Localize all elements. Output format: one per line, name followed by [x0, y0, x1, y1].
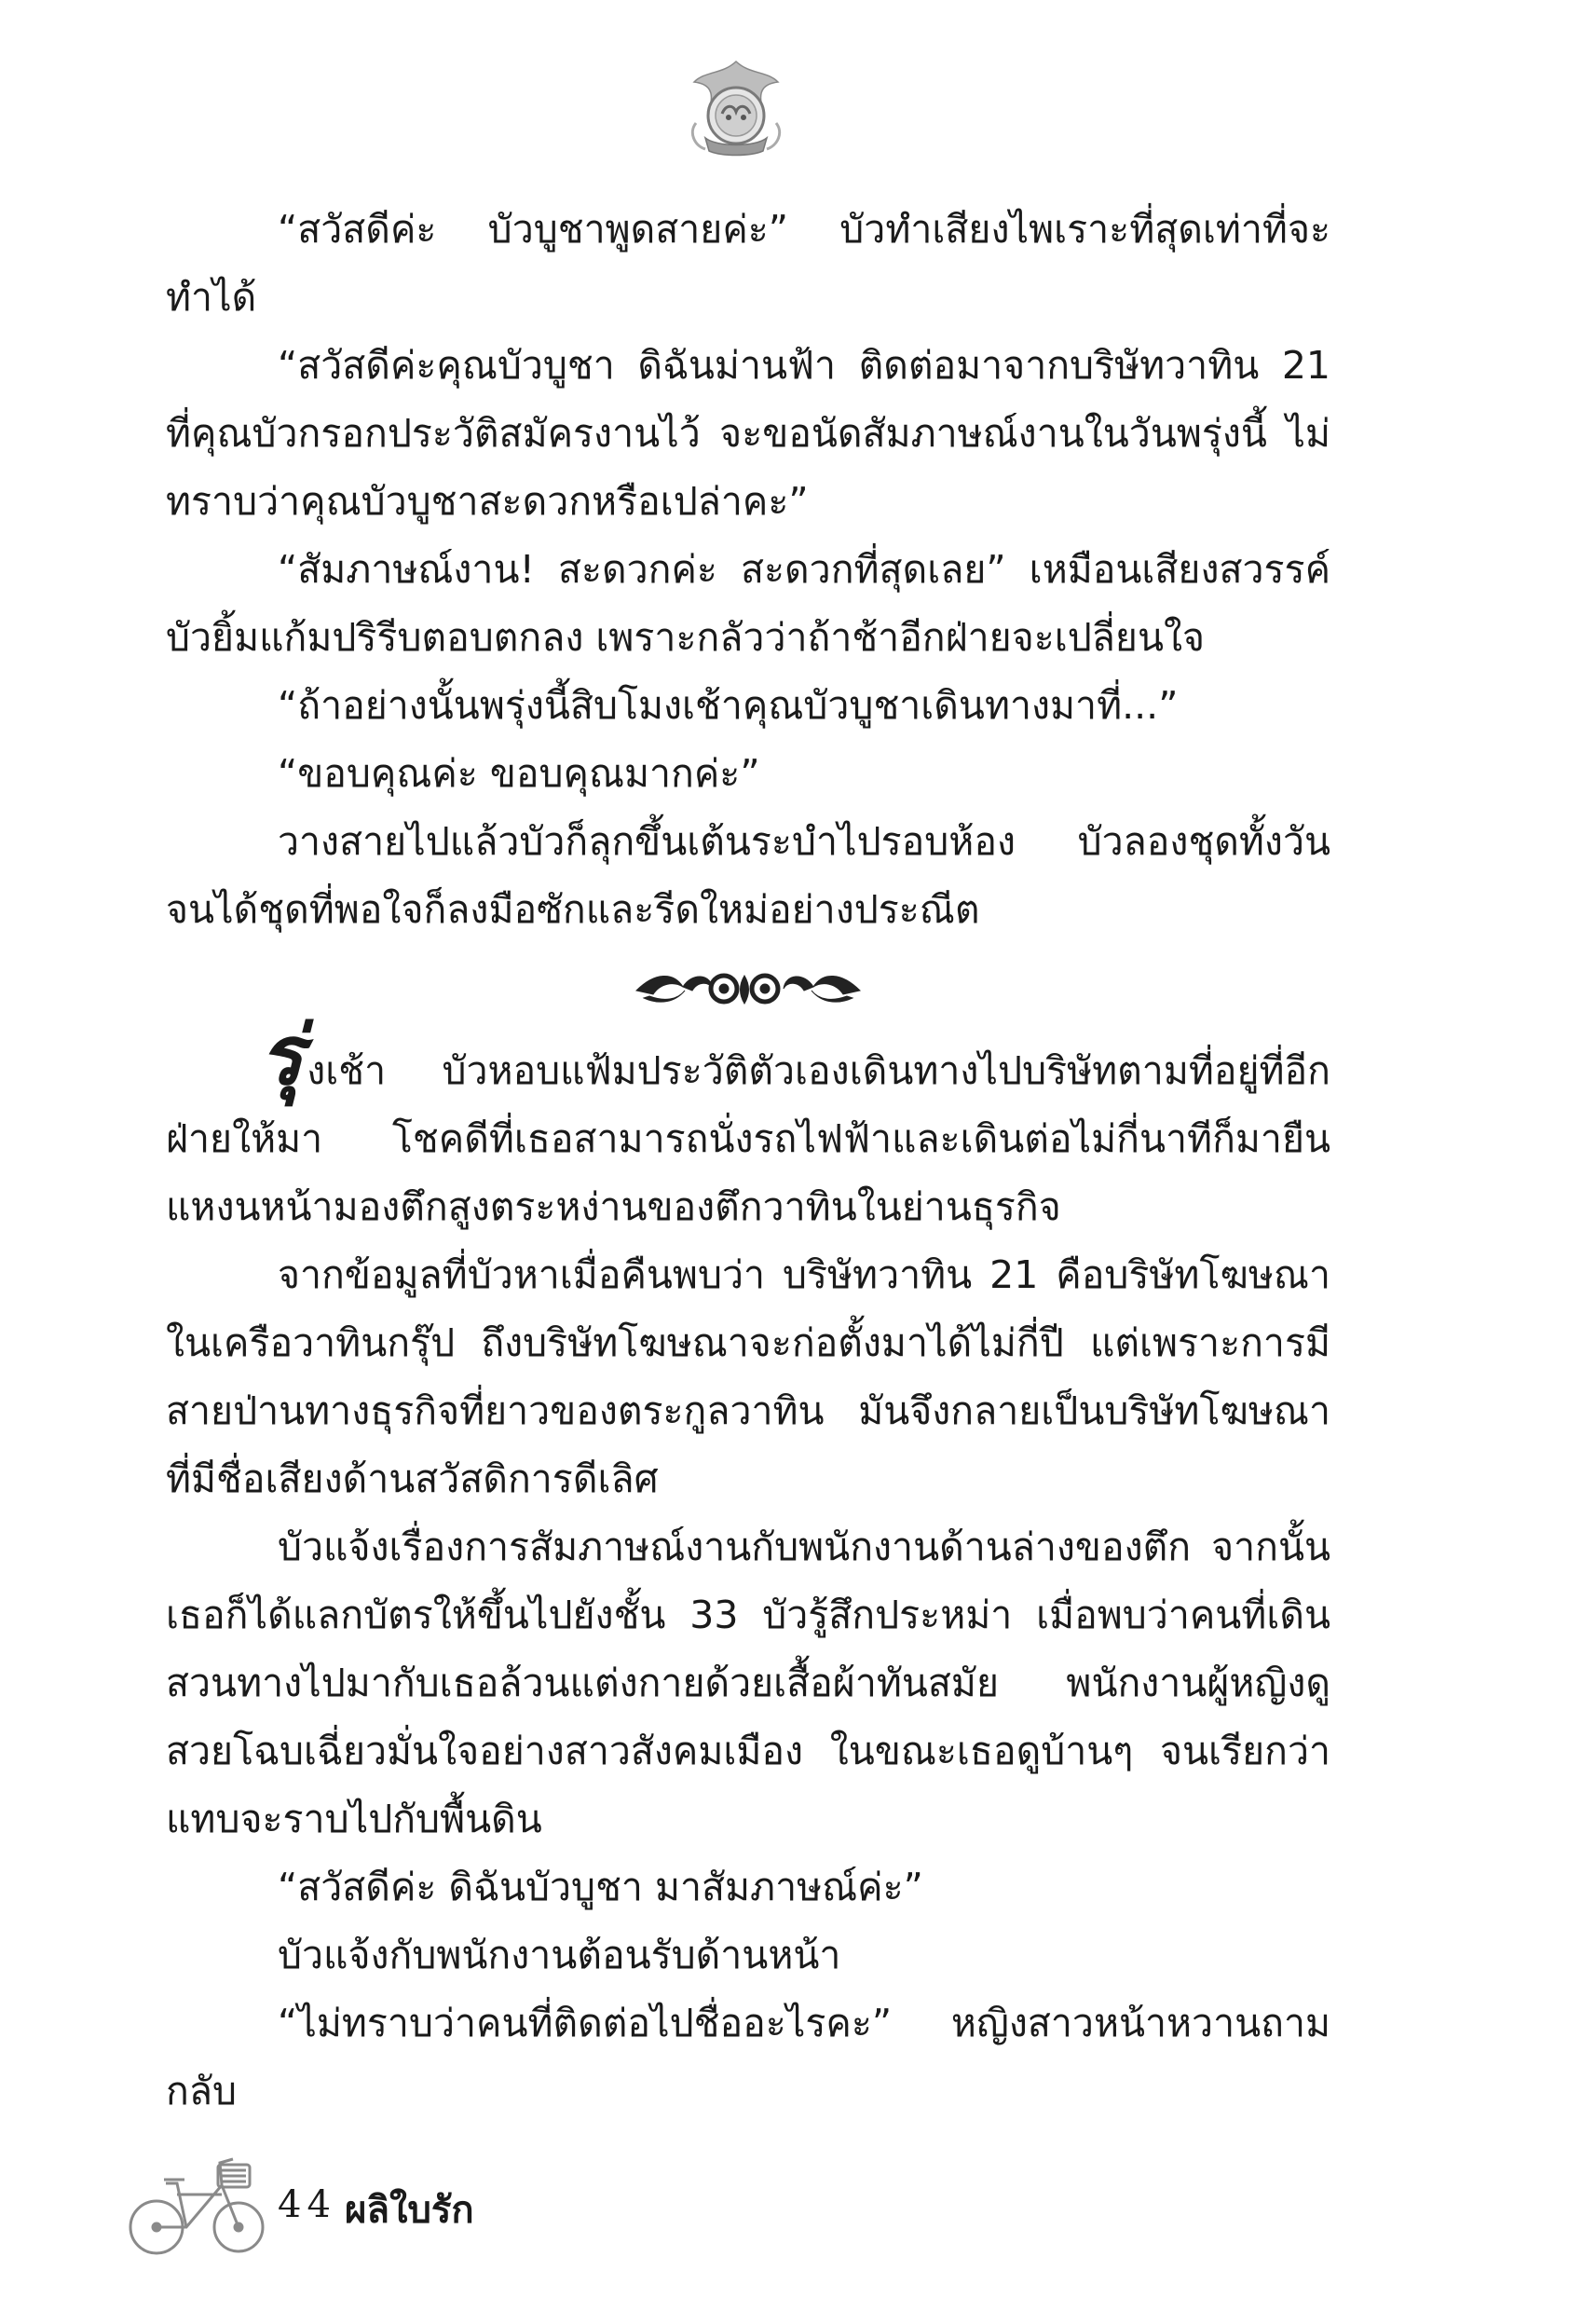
paragraph: “ไม่ทราบว่าคนที่ติดต่อไปชื่ออะไรคะ” หญิงสาวหน้าหวานถามกลับ [166, 2001, 1330, 2113]
bicycle-icon [129, 2139, 268, 2263]
page-body [166, 196, 1330, 2126]
paragraph: “สวัสดีค่ะ บัวบูชาพูดสายค่ะ” บัวทำเสียงไพเราะที่สุดเท่าที่จะทำได้ [166, 207, 1330, 320]
paragraph: “ถ้าอย่างนั้นพรุ่งนี้สิบโมงเช้าคุณบัวบูชาเดินทางมาที่...” [278, 683, 1179, 728]
paragraph: “สวัสดีค่ะ ดิฉันบัวบูชา มาสัมภาษณ์ค่ะ” [278, 1865, 923, 1909]
paragraph-dropcap [166, 1007, 1330, 1241]
section-divider-ornament [166, 944, 1330, 1028]
book-title: ผลิใบรัก [345, 2189, 474, 2232]
paragraph: วางสายไปแล้วบัวก็ลุกขึ้นเต้นระบำไปรอบห้อง บัวลองชุดทั้งวัน จนได้ชุดที่พอใจก็ลงมือซักและรีดใหม่อย่างประณีต [166, 819, 1330, 932]
page-footer [129, 2139, 594, 2260]
paragraph: บัวแจ้งเรื่องการสัมภาษณ์งานกับพนักงานด้านล่างของตึก จากนั้นเธอก็ได้แลกบัตรให้ขึ้นไปยังชั้น 33 บัวรู้สึกประหม่า เมื่อพบว่าคนที่เดินสวนทางไปมากับเธอล้วนแต่งกายด้วยเสื้อผ้าทันสมัย พนักงานผู้หญิงดูสวยโฉบเฉี่ยวมั่นใจอย่างสาวสังคมเมือง ในขณะเธอดูบ้านๆ จนเรียกว่าแทบจะราบไปกับพื้นดิน [166, 1525, 1330, 1841]
paragraph: บัวแจ้งกับพนักงานต้อนรับด้านหน้า [278, 1933, 841, 1977]
page-number: 44 [278, 2183, 336, 2226]
header-emblem [685, 58, 787, 165]
drop-cap: รุ่ [259, 1007, 304, 1103]
paragraph: “ขอบคุณค่ะ ขอบคุณมากค่ะ” [278, 751, 760, 796]
paragraph-text: งเช้า บัวหอบแฟ้มประวัติตัวเองเดินทางไปบริษัทตามที่อยู่ที่อีกฝ่ายให้มา โชคดีที่เธอสามารถนั่งรถไฟฟ้าและเดินต่อไม่กี่นาทีก็มายืนแหงนหน้ามองตึกสูงตระหง่านของตึกวาทินในย่านธุรกิจ [166, 1048, 1330, 1229]
paragraph: “สวัสดีค่ะคุณบัวบูชา ดิฉันม่านฟ้า ติดต่อมาจากบริษัทวาทิน 21 ที่คุณบัวกรอกประวัติสมัครงานไว้ จะขอนัดสัมภาษณ์งานในวันพรุ่งนี้ ไม่ทราบว่าคุณบัวบูชาสะดวกหรือเปล่าคะ” [166, 343, 1330, 524]
paragraph: “สัมภาษณ์งาน! สะดวกค่ะ สะดวกที่สุดเลย” เหมือนเสียงสวรรค์ บัวยิ้มแก้มปริรีบตอบตกลง เพราะกลัวว่าถ้าช้าอีกฝ่ายจะเปลี่ยนใจ [166, 547, 1330, 660]
paragraph: จากข้อมูลที่บัวหาเมื่อคืนพบว่า บริษัทวาทิน 21 คือบริษัทโฆษณาในเครือวาทินกรุ๊ป ถึงบริษัทโฆษณาจะก่อตั้งมาได้ไม่กี่ปี แต่เพราะการมีสายป่านทางธุรกิจที่ยาวของตระกูลวาทิน มันจึงกลายเป็นบริษัทโฆษณาที่มีชื่อเสียงด้านสวัสดิการดีเลิศ [166, 1252, 1330, 1501]
